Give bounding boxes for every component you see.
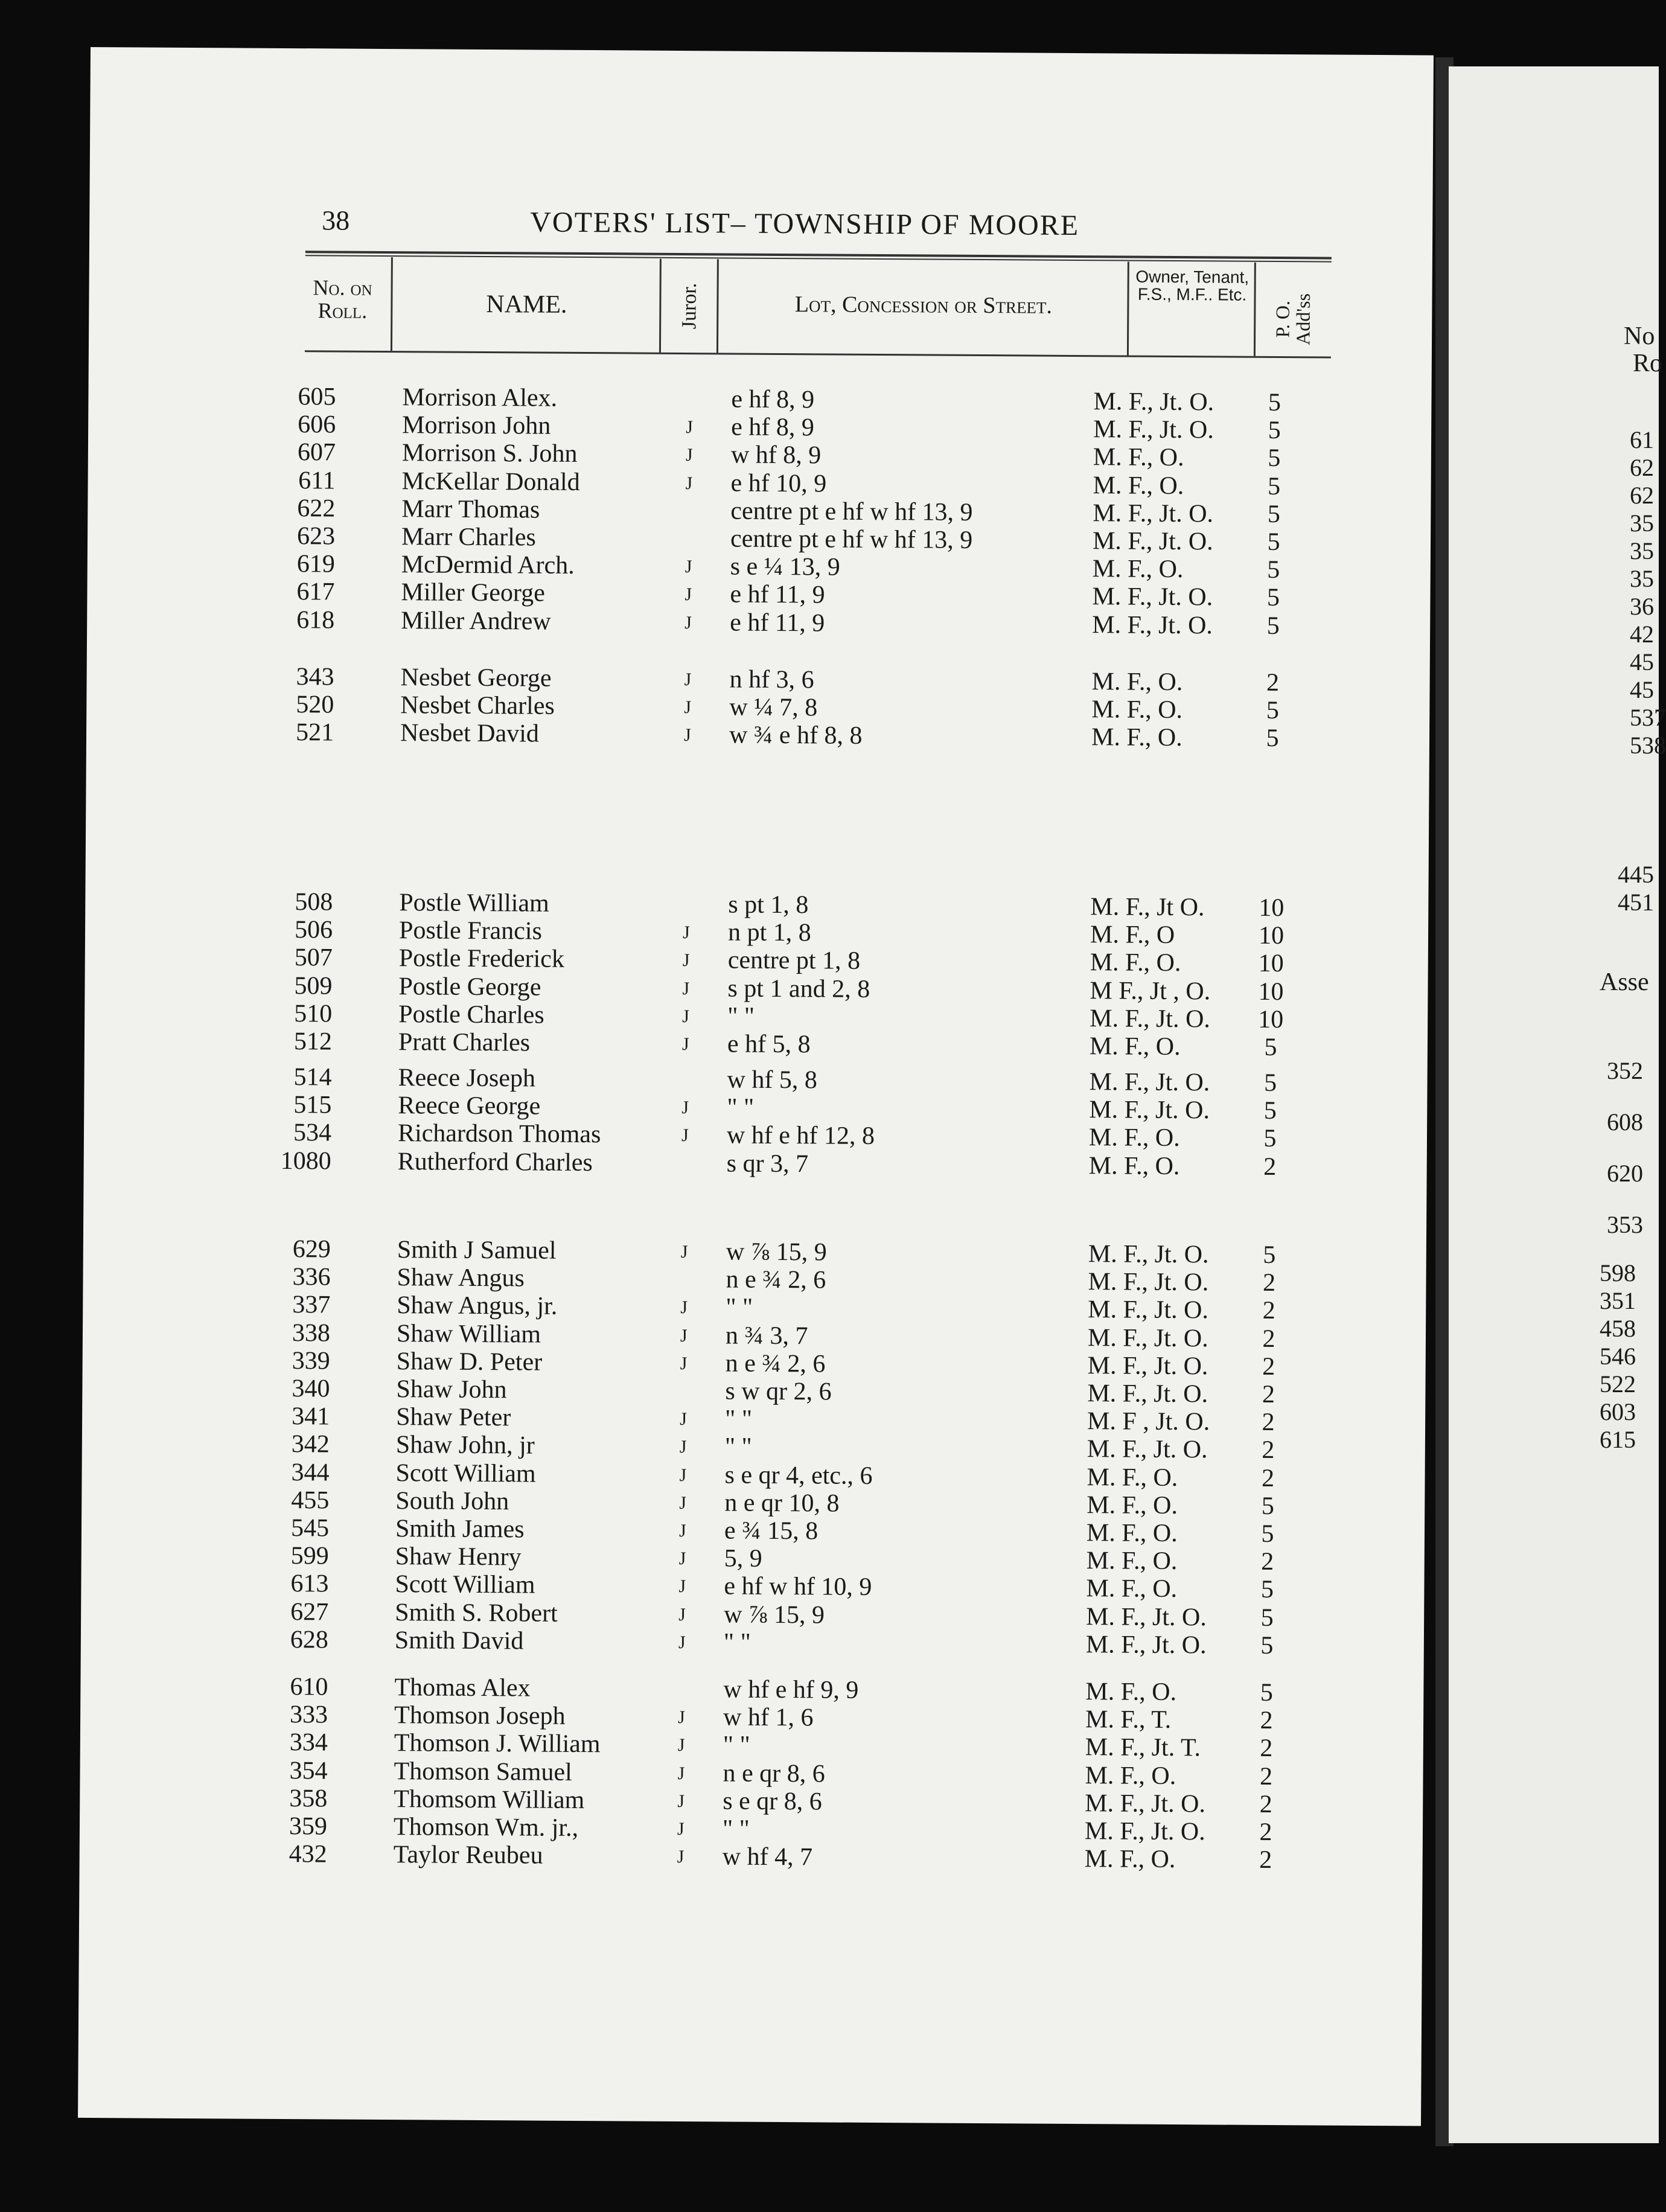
roll-number: 342	[291, 1430, 330, 1459]
lot-concession: w hf 8, 9	[730, 441, 822, 470]
voter-name: Shaw Angus, jr.	[397, 1291, 558, 1321]
right-page-roll-number: 538	[1630, 732, 1666, 759]
roll-number: 623	[296, 522, 336, 551]
owner-status: M. F., O.	[1089, 1032, 1181, 1061]
lot-concession: s pt 1 and 2, 8	[727, 974, 870, 1003]
voter-name: Morrison John	[402, 411, 551, 440]
juror-mark: J	[680, 1325, 688, 1346]
voter-name: Reece Joseph	[398, 1064, 536, 1093]
po-address: 10	[1258, 950, 1284, 978]
po-address: 5	[1266, 724, 1279, 753]
lot-concession: e hf w hf 10, 9	[724, 1572, 872, 1602]
lot-concession: w ⅞ 15, 9	[724, 1600, 825, 1629]
po-address: 5	[1266, 697, 1279, 725]
voter-name: Shaw Angus	[397, 1264, 525, 1293]
roll-number: 605	[298, 383, 336, 411]
col-divider-2	[659, 259, 662, 353]
owner-status: M. F., Jt. O.	[1092, 527, 1213, 556]
po-address: 5	[1267, 556, 1280, 584]
juror-mark: J	[685, 584, 692, 605]
right-page-roll-number: 608	[1607, 1108, 1643, 1136]
lot-concession: centre pt e hf w hf 13, 9	[730, 497, 973, 526]
owner-status: M. F., O.	[1088, 1124, 1180, 1152]
po-address: 5	[1263, 1097, 1277, 1125]
owner-status: M. F., Jt. O.	[1086, 1602, 1207, 1631]
owner-status: M. F., Jt. O.	[1087, 1351, 1208, 1381]
roll-number: 506	[294, 916, 333, 944]
header-lot: Lot, Concession or Street.	[794, 292, 1053, 319]
po-address: 2	[1262, 1352, 1275, 1381]
juror-mark: J	[677, 1847, 685, 1867]
owner-status: M. F., O.	[1087, 1463, 1178, 1492]
roll-number: 432	[289, 1840, 327, 1868]
roll-number: 343	[296, 663, 334, 691]
voter-name: Shaw John	[396, 1375, 507, 1404]
roll-number: 610	[290, 1673, 328, 1701]
voter-name: Shaw Peter	[396, 1403, 511, 1432]
po-address: 10	[1259, 893, 1285, 922]
col-divider-3	[717, 259, 719, 353]
right-page-roll-number: 36	[1630, 593, 1654, 620]
juror-mark: J	[684, 670, 692, 690]
voter-name: Smith J Samuel	[397, 1236, 557, 1265]
roll-number: 336	[292, 1263, 331, 1291]
right-page-roll-number: 62	[1630, 454, 1654, 481]
roll-number: 509	[294, 971, 333, 1000]
roll-number: 510	[294, 999, 333, 1028]
page-title: VOTERS' LIST– TOWNSHIP OF MOORE	[530, 206, 1080, 242]
lot-concession: s e ¼ 13, 9	[730, 552, 840, 581]
voter-name: Postle Francis	[398, 916, 543, 945]
lot-concession: " "	[724, 1433, 752, 1462]
voter-name: Thomson J. William	[394, 1729, 601, 1759]
right-header-ro: Ro	[1633, 350, 1663, 377]
roll-number: 515	[293, 1091, 332, 1119]
right-page-roll-number: 615	[1600, 1426, 1636, 1453]
po-address: 2	[1261, 1548, 1274, 1576]
juror-mark: J	[683, 725, 691, 746]
voter-name: Shaw D. Peter	[396, 1347, 543, 1376]
juror-mark: J	[682, 950, 690, 971]
voter-name: Richardson Thomas	[397, 1119, 601, 1149]
roll-number: 333	[289, 1701, 328, 1729]
lot-concession: w ⅞ 15, 9	[726, 1238, 827, 1267]
juror-mark: J	[681, 1098, 689, 1118]
roll-number: 606	[298, 411, 336, 439]
voter-name: Morrison S. John	[401, 439, 578, 468]
voter-name: Nesbet George	[400, 663, 552, 692]
voter-name: Thomson Samuel	[394, 1757, 572, 1786]
po-address: 5	[1260, 1603, 1274, 1632]
lot-concession: centre pt e hf w hf 13, 9	[730, 525, 973, 554]
owner-status: M. F., O	[1090, 921, 1175, 950]
voter-name: Smith S. Robert	[395, 1598, 558, 1628]
owner-status: M. F., Jt. O.	[1089, 1096, 1210, 1125]
roll-number: 354	[289, 1756, 328, 1785]
voter-name: Shaw William	[396, 1319, 541, 1349]
header-po: P. O. Add'ss	[1271, 293, 1314, 345]
roll-number: 622	[297, 494, 336, 523]
roll-number: 619	[296, 550, 335, 578]
juror-mark: J	[677, 1818, 685, 1840]
owner-status: M. F., Jt. T.	[1085, 1733, 1201, 1762]
po-address: 2	[1261, 1464, 1275, 1492]
header-no-on-roll: No. on Roll.	[313, 275, 372, 323]
owner-status: M. F., O.	[1093, 471, 1184, 500]
po-address: 5	[1268, 444, 1281, 473]
lot-concession: w hf 1, 6	[723, 1703, 814, 1732]
roll-number: 455	[291, 1486, 330, 1515]
lot-concession: n e ¾ 2, 6	[726, 1265, 826, 1294]
lot-concession: w hf 5, 8	[727, 1066, 818, 1095]
juror-mark: J	[678, 1604, 686, 1625]
right-page-roll-number: 445	[1618, 861, 1654, 888]
owner-status: M. F., O.	[1091, 695, 1183, 724]
po-address: 5	[1268, 388, 1281, 417]
right-page-roll-number: 62	[1630, 482, 1654, 509]
po-address: 5	[1267, 500, 1280, 528]
po-address: 5	[1263, 1125, 1277, 1153]
owner-status: M. F., Jt. O.	[1085, 1630, 1207, 1660]
roll-number: 512	[293, 1028, 333, 1056]
roll-number: 520	[296, 691, 334, 719]
voter-name: Scott William	[395, 1570, 535, 1599]
voter-name: Thomas Alex	[394, 1673, 531, 1702]
lot-concession: n pt 1, 8	[727, 918, 811, 947]
roll-number: 337	[292, 1291, 331, 1319]
owner-status: M. F., Jt. O.	[1087, 1379, 1208, 1408]
po-address: 2	[1262, 1269, 1276, 1297]
roll-number: 534	[293, 1119, 332, 1147]
juror-mark: J	[677, 1791, 685, 1811]
po-address: 5	[1260, 1631, 1274, 1660]
roll-number: 627	[290, 1597, 329, 1626]
voter-name: South John	[395, 1486, 509, 1516]
lot-concession: e hf 11, 9	[730, 580, 825, 609]
right-page-roll-number: 42	[1630, 621, 1654, 648]
owner-status: M. F., O.	[1086, 1574, 1178, 1603]
juror-mark: J	[678, 1707, 685, 1728]
voter-name: Postle William	[399, 889, 549, 918]
voter-name: Nesbet Charles	[400, 691, 555, 720]
owner-status: M. F., Jt. O.	[1087, 1323, 1208, 1352]
juror-mark: J	[680, 1409, 687, 1430]
lot-concession: s w qr 2, 6	[725, 1377, 832, 1406]
po-address: 5	[1260, 1576, 1274, 1604]
header-owner: Owner, Tenant, F.S., M.F.. Etc.	[1135, 267, 1250, 305]
juror-mark: J	[678, 1549, 686, 1569]
header-name: NAME.	[486, 290, 567, 319]
voter-name: Marr Thomas	[401, 494, 540, 524]
roll-number: 340	[292, 1375, 330, 1403]
juror-mark: J	[685, 612, 692, 633]
juror-mark: J	[679, 1465, 687, 1485]
roll-number: 339	[292, 1346, 330, 1375]
lot-concession: 5, 9	[724, 1544, 762, 1573]
po-address: 5	[1260, 1678, 1274, 1707]
roll-number: 334	[289, 1728, 328, 1757]
roll-number: 618	[296, 606, 335, 635]
lot-concession: e hf 8, 9	[731, 385, 815, 414]
right-page-roll-number: 620	[1607, 1160, 1643, 1187]
roll-number: 521	[295, 718, 334, 747]
voter-name: Taylor Reubeu	[393, 1841, 543, 1870]
lot-concession: n e ¾ 2, 6	[725, 1349, 826, 1378]
po-address: 2	[1260, 1707, 1273, 1735]
po-address: 10	[1258, 922, 1285, 950]
col-divider-1	[391, 257, 393, 351]
lot-concession: " "	[727, 1002, 755, 1031]
right-asse-label: Asse	[1600, 968, 1649, 996]
juror-mark: J	[681, 1125, 689, 1146]
right-page-roll-number: 603	[1600, 1398, 1636, 1425]
lot-concession: n e qr 10, 8	[724, 1489, 840, 1518]
owner-status: M. F., Jt. O.	[1087, 1435, 1208, 1464]
right-header-no: No	[1624, 322, 1655, 350]
lot-concession: e hf 8, 9	[731, 413, 814, 442]
lot-concession: w hf e hf 9, 9	[723, 1675, 859, 1704]
juror-mark: J	[682, 978, 690, 999]
voter-name: Thomson Joseph	[394, 1701, 566, 1731]
right-page-roll-number: 35	[1630, 537, 1654, 564]
po-address: 2	[1259, 1762, 1273, 1791]
right-page-roll-number: 351	[1600, 1287, 1636, 1314]
owner-status: M. F., Jt. O.	[1088, 1296, 1209, 1325]
roll-number: 514	[293, 1063, 332, 1092]
roll-number: 344	[291, 1458, 330, 1487]
po-address: 2	[1259, 1846, 1272, 1875]
right-page-roll-number: 45	[1630, 676, 1654, 703]
juror-mark: J	[682, 922, 690, 943]
lot-concession: s qr 3, 7	[726, 1149, 809, 1178]
po-address: 2	[1259, 1790, 1272, 1818]
po-address: 10	[1258, 1005, 1284, 1034]
po-address: 2	[1266, 668, 1280, 697]
po-address: 2	[1263, 1152, 1277, 1181]
juror-mark: J	[681, 1034, 689, 1055]
po-address: 2	[1262, 1297, 1275, 1325]
owner-status: M. F., O.	[1091, 723, 1182, 752]
juror-mark: J	[680, 1297, 688, 1318]
roll-number: 607	[297, 438, 336, 467]
juror-mark: J	[680, 1353, 688, 1373]
owner-status: M. F., Jt. O.	[1092, 583, 1213, 612]
voter-name: Shaw Henry	[395, 1542, 522, 1571]
owner-status: M. F., O.	[1085, 1761, 1176, 1790]
juror-mark: J	[685, 473, 693, 493]
right-page-roll-number: 537	[1630, 704, 1666, 731]
owner-status: M. F., Jt. O.	[1090, 1004, 1211, 1034]
po-address: 5	[1266, 612, 1280, 640]
voter-name: Thomson Wm. jr.,	[393, 1813, 579, 1842]
po-address: 2	[1262, 1325, 1275, 1353]
voter-name: McDermid Arch.	[401, 551, 575, 580]
owner-status: M. F., Jt. O.	[1088, 1240, 1209, 1269]
voter-name: Marr Charles	[401, 523, 536, 552]
po-address: 2	[1259, 1818, 1272, 1847]
voter-name: McKellar Donald	[401, 467, 580, 496]
roll-number: 617	[296, 578, 335, 606]
owner-status: M. F., O.	[1088, 1151, 1180, 1180]
po-address: 5	[1264, 1033, 1277, 1062]
juror-mark: J	[686, 417, 693, 438]
right-page-roll-number: 546	[1600, 1343, 1636, 1370]
po-address: 5	[1261, 1492, 1274, 1520]
po-address: 2	[1260, 1734, 1273, 1763]
juror-mark: J	[679, 1492, 687, 1513]
right-page-roll-number: 451	[1618, 889, 1654, 916]
right-page-roll-number: 352	[1607, 1057, 1643, 1084]
roll-number: 1080	[280, 1146, 331, 1175]
right-page-roll-number: 61	[1630, 426, 1654, 453]
po-address: 5	[1267, 528, 1280, 557]
owner-status: M. F., Jt. O.	[1093, 415, 1214, 444]
header-rule-bottom	[305, 350, 1331, 358]
po-address: 10	[1258, 977, 1284, 1006]
header-juror: Juror.	[678, 283, 701, 330]
owner-status: M. F., T.	[1085, 1705, 1172, 1734]
voter-name: Rutherford Charles	[397, 1147, 593, 1177]
owner-status: M. F , Jt. O.	[1087, 1407, 1210, 1436]
owner-status: M. F., Jt. O.	[1092, 610, 1213, 639]
roll-number: 338	[292, 1319, 331, 1347]
voter-name: Shaw John, jr	[395, 1431, 535, 1460]
roll-number: 628	[290, 1625, 329, 1654]
roll-number: 359	[289, 1812, 328, 1841]
voter-name: Scott William	[395, 1459, 536, 1488]
owner-status: M F., Jt , O.	[1090, 976, 1211, 1005]
juror-mark: J	[678, 1521, 686, 1541]
juror-mark: J	[677, 1735, 685, 1756]
roll-number: 545	[290, 1514, 330, 1542]
right-page-roll-number: 35	[1630, 510, 1654, 537]
lot-concession: " "	[723, 1628, 751, 1657]
lot-concession: " "	[724, 1405, 753, 1433]
voter-name: Morrison Alex.	[402, 383, 558, 412]
owner-status: M. F., O.	[1086, 1519, 1178, 1548]
po-address: 5	[1261, 1520, 1274, 1549]
roll-number: 611	[298, 466, 336, 495]
po-address: 5	[1263, 1241, 1276, 1270]
lot-concession: n hf 3, 6	[729, 665, 814, 694]
owner-status: M. F., Jt. O.	[1084, 1817, 1205, 1846]
owner-status: M. F., O.	[1091, 668, 1183, 697]
voter-name: Miller Andrew	[401, 606, 551, 636]
right-page-roll-number: 598	[1600, 1259, 1636, 1287]
owner-status: M. F., Jt. O.	[1089, 1068, 1210, 1097]
lot-concession: e hf 5, 8	[727, 1030, 811, 1059]
lot-concession: e hf 11, 9	[730, 609, 825, 638]
owner-status: M. F., Jt. O.	[1085, 1789, 1206, 1818]
lot-concession: w hf 4, 7	[722, 1843, 813, 1872]
po-address: 2	[1262, 1408, 1275, 1437]
lot-concession: w hf e hf 12, 8	[726, 1121, 875, 1151]
voter-name: Postle Frederick	[398, 944, 565, 974]
roll-number: 341	[292, 1402, 330, 1431]
roll-number: 507	[294, 944, 333, 972]
juror-mark: J	[685, 557, 692, 577]
lot-concession: e ¾ 15, 8	[724, 1517, 819, 1546]
lot-concession: s e qr 8, 6	[723, 1787, 822, 1816]
juror-mark: J	[680, 1242, 688, 1262]
owner-status: M. F., Jt. O.	[1093, 499, 1214, 528]
roll-number: 599	[290, 1542, 329, 1570]
right-page-edge	[1449, 66, 1666, 2143]
roll-number: 508	[295, 888, 333, 916]
juror-mark: J	[678, 1632, 686, 1652]
lot-concession: " "	[722, 1815, 750, 1843]
voter-name: Smith James	[395, 1515, 525, 1544]
right-page-roll-number: 522	[1600, 1370, 1636, 1398]
lot-concession: " "	[727, 1093, 755, 1122]
owner-status: M. F., O.	[1085, 1678, 1177, 1707]
po-address: 5	[1268, 417, 1281, 445]
owner-status: M. F., O.	[1092, 555, 1184, 584]
juror-mark: J	[677, 1763, 685, 1783]
lot-concession: " "	[723, 1731, 750, 1760]
lot-concession: " "	[726, 1293, 753, 1322]
voter-name: Nesbet David	[400, 719, 539, 748]
owner-status: M. F., O.	[1084, 1845, 1176, 1874]
lot-concession: s pt 1, 8	[728, 890, 809, 919]
owner-status: M. F., O.	[1093, 443, 1184, 472]
col-divider-4	[1127, 262, 1129, 356]
lot-concession: s e qr 4, etc., 6	[724, 1461, 873, 1490]
owner-status: M. F., O.	[1090, 948, 1181, 977]
owner-status: M. F., Jt. O.	[1093, 388, 1214, 417]
right-page-roll-number: 353	[1607, 1211, 1643, 1238]
po-address: 2	[1262, 1380, 1275, 1409]
page-number: 38	[322, 205, 350, 236]
owner-status: M. F., Jt. O.	[1088, 1268, 1209, 1297]
lot-concession: w ¼ 7, 8	[729, 693, 818, 722]
voters-list-page	[78, 47, 1434, 2126]
owner-status: M. F., Jt O.	[1090, 893, 1205, 922]
voter-name: Postle George	[398, 972, 541, 1002]
po-address: 5	[1267, 472, 1281, 500]
owner-status: M. F., O.	[1087, 1491, 1178, 1520]
po-address: 5	[1263, 1069, 1277, 1098]
po-address: 2	[1262, 1436, 1275, 1465]
roll-number: 613	[290, 1570, 329, 1598]
lot-concession: n ¾ 3, 7	[725, 1322, 808, 1350]
right-page-roll-number: 458	[1600, 1315, 1636, 1342]
lot-concession: e hf 10, 9	[730, 469, 827, 498]
right-page-roll-number: 35	[1630, 565, 1654, 592]
lot-concession: n e qr 8, 6	[723, 1759, 825, 1788]
juror-mark: J	[678, 1576, 686, 1597]
voter-name: Thomsom William	[394, 1785, 585, 1814]
lot-concession: w ¾ e hf 8, 8	[729, 721, 863, 750]
voter-name: Postle Charles	[398, 1000, 544, 1029]
voter-name: Reece George	[398, 1092, 541, 1120]
juror-mark: J	[685, 445, 693, 465]
juror-mark: J	[679, 1437, 687, 1457]
po-address: 5	[1266, 584, 1280, 612]
voter-name: Miller George	[401, 578, 545, 608]
roll-number: 629	[292, 1235, 331, 1264]
owner-status: M. F., O.	[1086, 1547, 1178, 1576]
voter-name: Smith David	[394, 1626, 524, 1655]
voter-name: Pratt Charles	[398, 1028, 531, 1057]
right-page-roll-number: 45	[1630, 648, 1654, 676]
juror-mark: J	[682, 1006, 690, 1026]
roll-number: 358	[289, 1784, 328, 1813]
juror-mark: J	[684, 697, 692, 718]
lot-concession: centre pt 1, 8	[727, 946, 861, 976]
